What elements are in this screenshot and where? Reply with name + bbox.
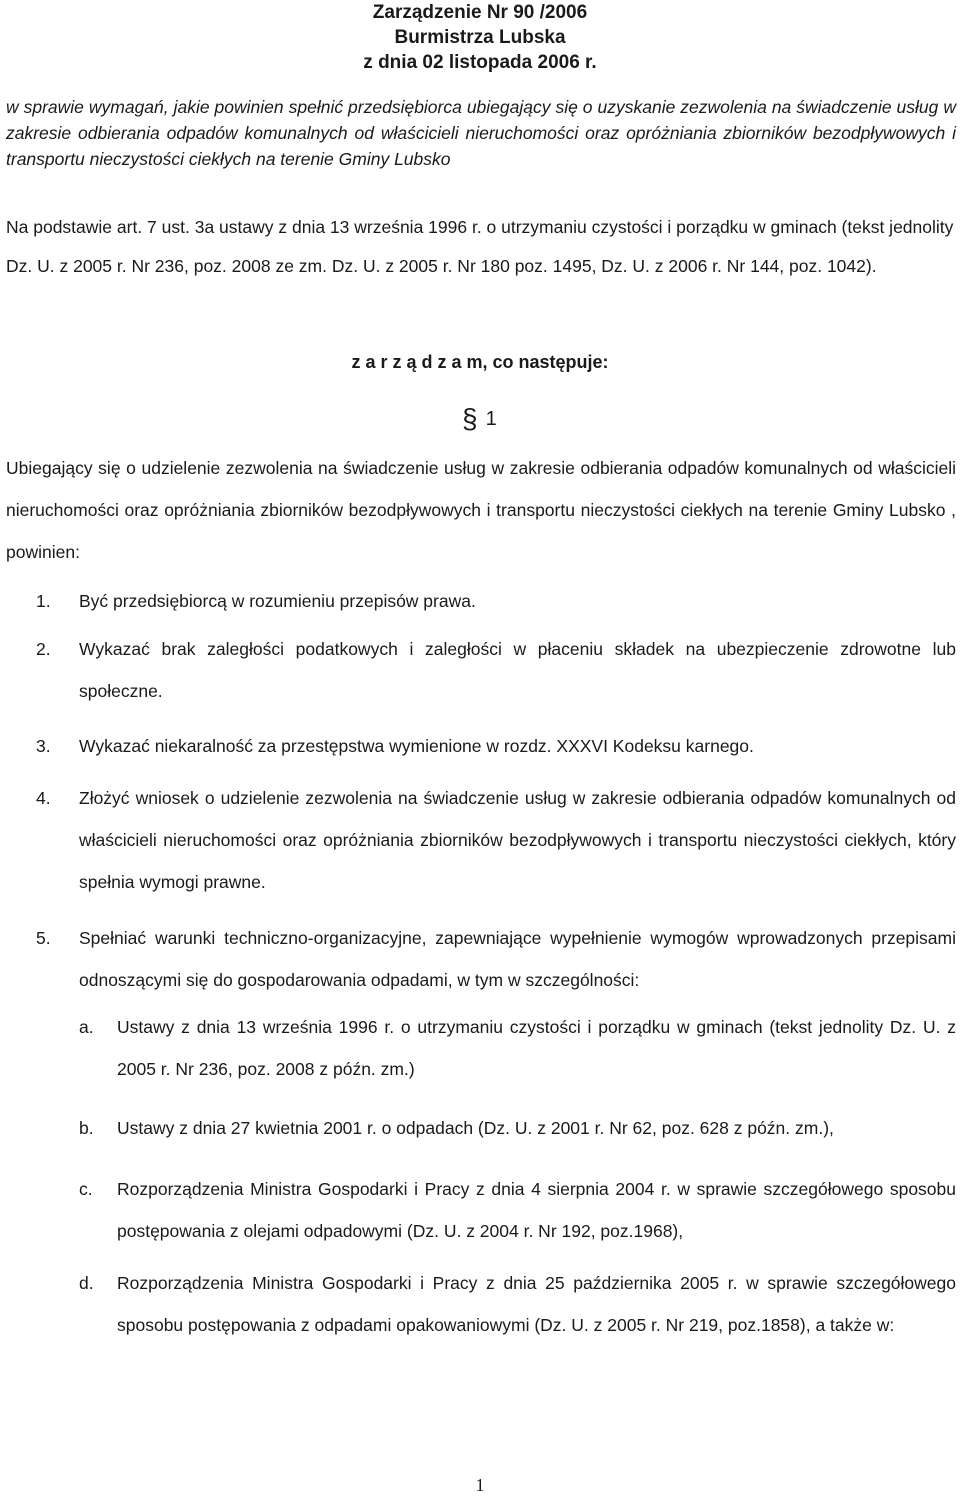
list-item-text: Wykazać brak zaległości podatkowych i zaległości w płaceniu składek na ubezpieczenie zdrowotne lub społeczne. [79, 639, 956, 701]
sub-list-item-text: Rozporządzenia Ministra Gospodarki i Pracy z dnia 4 sierpnia 2004 r. w sprawie szczegółowego sposobu postępowania z olejami odpadowymi (Dz. U. z 2004 r. Nr 192, poz.1968), [117, 1179, 956, 1241]
list-item-number: 1. [36, 591, 51, 611]
paragraph-symbol: § [462, 403, 478, 434]
sub-list-item-letter: d. [79, 1273, 94, 1293]
paragraph-heading [462, 403, 497, 435]
sub-list-item-letter: b. [79, 1118, 94, 1138]
list-item [36, 580, 956, 622]
list-item [36, 628, 956, 712]
sub-list-item [79, 1262, 956, 1346]
list-item-number: 4. [36, 788, 51, 808]
list-item-text: Wykazać niekaralność za przestępstwa wymienione w rozdz. XXXVI Kodeksu karnego. [79, 736, 754, 756]
sub-list-item-letter: c. [79, 1179, 93, 1199]
list-item [36, 725, 956, 767]
sub-list-item [79, 1006, 956, 1090]
list-item-text: Być przedsiębiorcą w rozumieniu przepisów prawa. [79, 591, 476, 611]
sub-list-item-text: Ustawy z dnia 13 września 1996 r. o utrzymaniu czystości i porządku w gminach (tekst jednolity Dz. U. z 2005 r. Nr 236, poz. 2008 z późn. zm.) [117, 1017, 956, 1079]
list-item-number: 3. [36, 736, 51, 756]
sub-list-item [79, 1107, 956, 1149]
list-item-number: 5. [36, 928, 51, 948]
document-title: Zarządzenie Nr 90 /2006 [372, 2, 588, 23]
list-item-number: 2. [36, 639, 51, 659]
sub-list-item-text: Rozporządzenia Ministra Gospodarki i Pracy z dnia 25 października 2005 r. w sprawie szczegółowego sposobu postępowania z odpadami opakowaniowymi (Dz. U. z 2005 r. Nr 219, poz.1858), a także w: [117, 1273, 956, 1335]
legal-basis: Na podstawie art. 7 ust. 3a ustawy z dnia 13 września 1996 r. o utrzymaniu czystości i porządku w gminach (tekst jednolity Dz. U. z 2005 r. Nr 236, poz. 2008 ze zm. Dz. U. z 2005 r. Nr 180 poz. 1495, Dz. U. z 2006 r. Nr 144, poz. 1042). [6, 217, 954, 276]
page-number: 1 [475, 1475, 485, 1495]
list-item [36, 917, 956, 1001]
sub-list-item-text: Ustawy z dnia 27 kwietnia 2001 r. o odpadach (Dz. U. z 2001 r. Nr 62, poz. 628 z późn. zm.), [117, 1118, 834, 1138]
sub-list-item [79, 1168, 956, 1252]
document-subject: w sprawie wymagań, jakie powinien spełnić przedsiębiorca ubiegający się o uzyskanie zezwolenia na świadczenie usług w zakresie odbierania odpadów komunalnych od właścicieli nieruchomości oraz opróżniania zbiorników bezodpływowych i transportu nieczystości ciekłych na terenie Gminy Lubsko [6, 97, 956, 169]
list-item-text: Spełniać warunki techniczno-organizacyjne, zapewniające wypełnienie wymogów wprowadzonych przepisami odnoszącymi się do gospodarowania odpadami, w tym w szczególności: [79, 928, 956, 990]
decree-phrase: z a r z ą d z a m, co następuje: [351, 352, 609, 372]
sub-list-item-letter: a. [79, 1017, 94, 1037]
list-item [36, 777, 956, 903]
document-date: z dnia 02 listopada 2006 r. [363, 52, 597, 73]
list-item-text: Złożyć wniosek o udzielenie zezwolenia na świadczenie usług w zakresie odbierania odpadów komunalnych od właścicieli nieruchomości oraz opróżniania zbiorników bezodpływowych i transportu nieczystości ciekłych, który spełnia wymogi prawne. [79, 788, 956, 892]
paragraph-intro: Ubiegający się o udzielenie zezwolenia na świadczenie usług w zakresie odbierania odpadów komunalnych od właścicieli nieruchomości oraz opróżniania zbiorników bezodpływowych i transportu nieczystości ciekłych na terenie Gminy Lubsko , powinien: [6, 458, 956, 562]
paragraph-number: 1 [485, 408, 497, 430]
document-issuer: Burmistrza Lubska [394, 27, 566, 48]
